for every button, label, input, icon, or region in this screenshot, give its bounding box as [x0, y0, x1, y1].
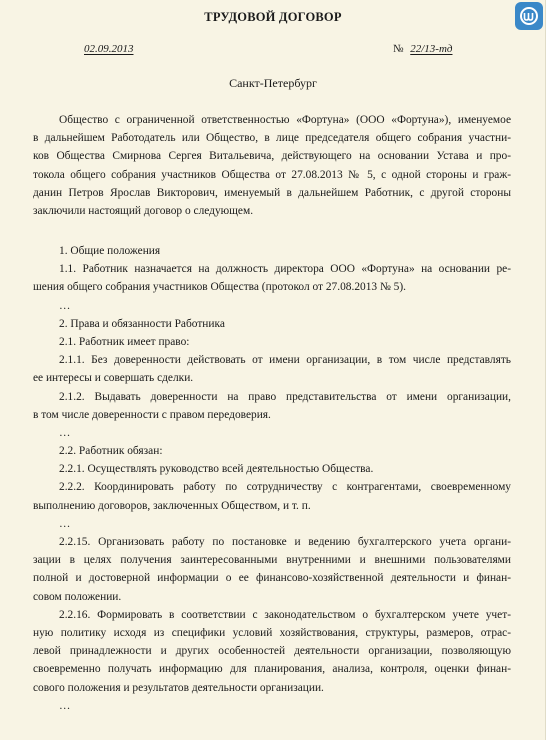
- intro-line: в дальнейшем Работодатель или Общество, в лице председателя общего собрания участни-: [33, 132, 511, 145]
- document-title: ТРУДОВОЙ ДОГОВОР: [204, 10, 342, 24]
- ellipsis: …: [59, 699, 71, 712]
- clause-line: ную политику исходя из специфики условий хозяйствования, структуры, размеров, отрас-: [33, 626, 511, 639]
- clause-line: 2.2.16. Формировать в соответствии с законодательством о бухгалтерском учете учет-: [59, 608, 511, 621]
- clause-line: 2.1.2. Выдавать доверенности на право представительства от имени организации,: [59, 390, 511, 403]
- clause-line: в том числе доверенности с правом передоверия.: [33, 408, 271, 421]
- section-heading: 2. Права и обязанности Работника: [59, 317, 225, 330]
- clause-line: 2.2.1. Осуществлять руководство всей деятельностью Общества.: [59, 463, 374, 476]
- contract-city: Санкт-Петербург: [229, 76, 317, 90]
- clause-line: шения общего собрания участников Общества (протокол от 27.08.2013 № 5).: [33, 281, 407, 294]
- number-sign: №: [393, 43, 404, 55]
- clause-line: 2.1.1. Без доверенности действовать от имени организации, в том числе представлять: [59, 354, 511, 367]
- clause-line: сового положения и результатов деятельности организации.: [33, 681, 324, 694]
- contract-date: 02.09.2013: [84, 43, 134, 55]
- contract-body: [33, 242, 511, 715]
- clause-line: своевременно получать информацию для планирования, анализа, контроля, оценки финан-: [33, 663, 511, 676]
- clause-line: совом положении.: [33, 590, 122, 603]
- ellipsis: …: [59, 299, 71, 312]
- clause-line: выполнению договоров, заключенных Обществом, и т. п.: [33, 499, 311, 512]
- intro-line: Общество с ограниченной ответственностью «Фортуна» (ООО «Фортуна»), именуемое: [59, 114, 511, 126]
- clause-line: зации в целях получения заинтересованными внутренними и внешними пользователями: [33, 554, 511, 567]
- clause-line: 1.1. Работник назначается на должность директора ООО «Фортуна» на основании ре-: [59, 263, 511, 276]
- intro-line: ков Общества Смирнова Сергея Витальевича, действующего на основании Устава и про-: [33, 150, 511, 163]
- number-value: 22/13-тд: [410, 43, 453, 55]
- section-heading: 1. Общие положения: [59, 245, 161, 257]
- intro-paragraph: [33, 111, 511, 220]
- clause-line: ее интересы и совершать сделки.: [33, 372, 194, 385]
- clause-line: 2.2.2. Координировать работу по сотрудничеству с контрагентами, своевременному: [59, 481, 511, 494]
- clause-line: полной и достоверной информации о ее финансово-хозяйственной деятельности и финан-: [33, 572, 511, 585]
- ellipsis: …: [59, 517, 71, 530]
- contract-number: [393, 43, 452, 55]
- ellipsis: …: [59, 426, 71, 439]
- intro-line: данин Петров Ярослав Викторович, именуемый в дальнейшем Работник, с другой стороны: [33, 186, 511, 199]
- intro-line: заключили настоящий договор о следующем.: [33, 204, 254, 217]
- clause-line: 2.1. Работник имеет право:: [59, 335, 190, 348]
- clause-line: левой принадлежности и других особенностей деятельности организации, позволяющую: [33, 645, 511, 658]
- intro-line: токола общего собрания участников Общества от 27.08.2013 № 5, с одной стороны и граж-: [33, 168, 511, 181]
- clause-line: 2.2. Работник обязан:: [59, 445, 163, 458]
- clause-line: 2.2.15. Организовать работу по постановке и ведению бухгалтерского учета органи-: [59, 536, 511, 548]
